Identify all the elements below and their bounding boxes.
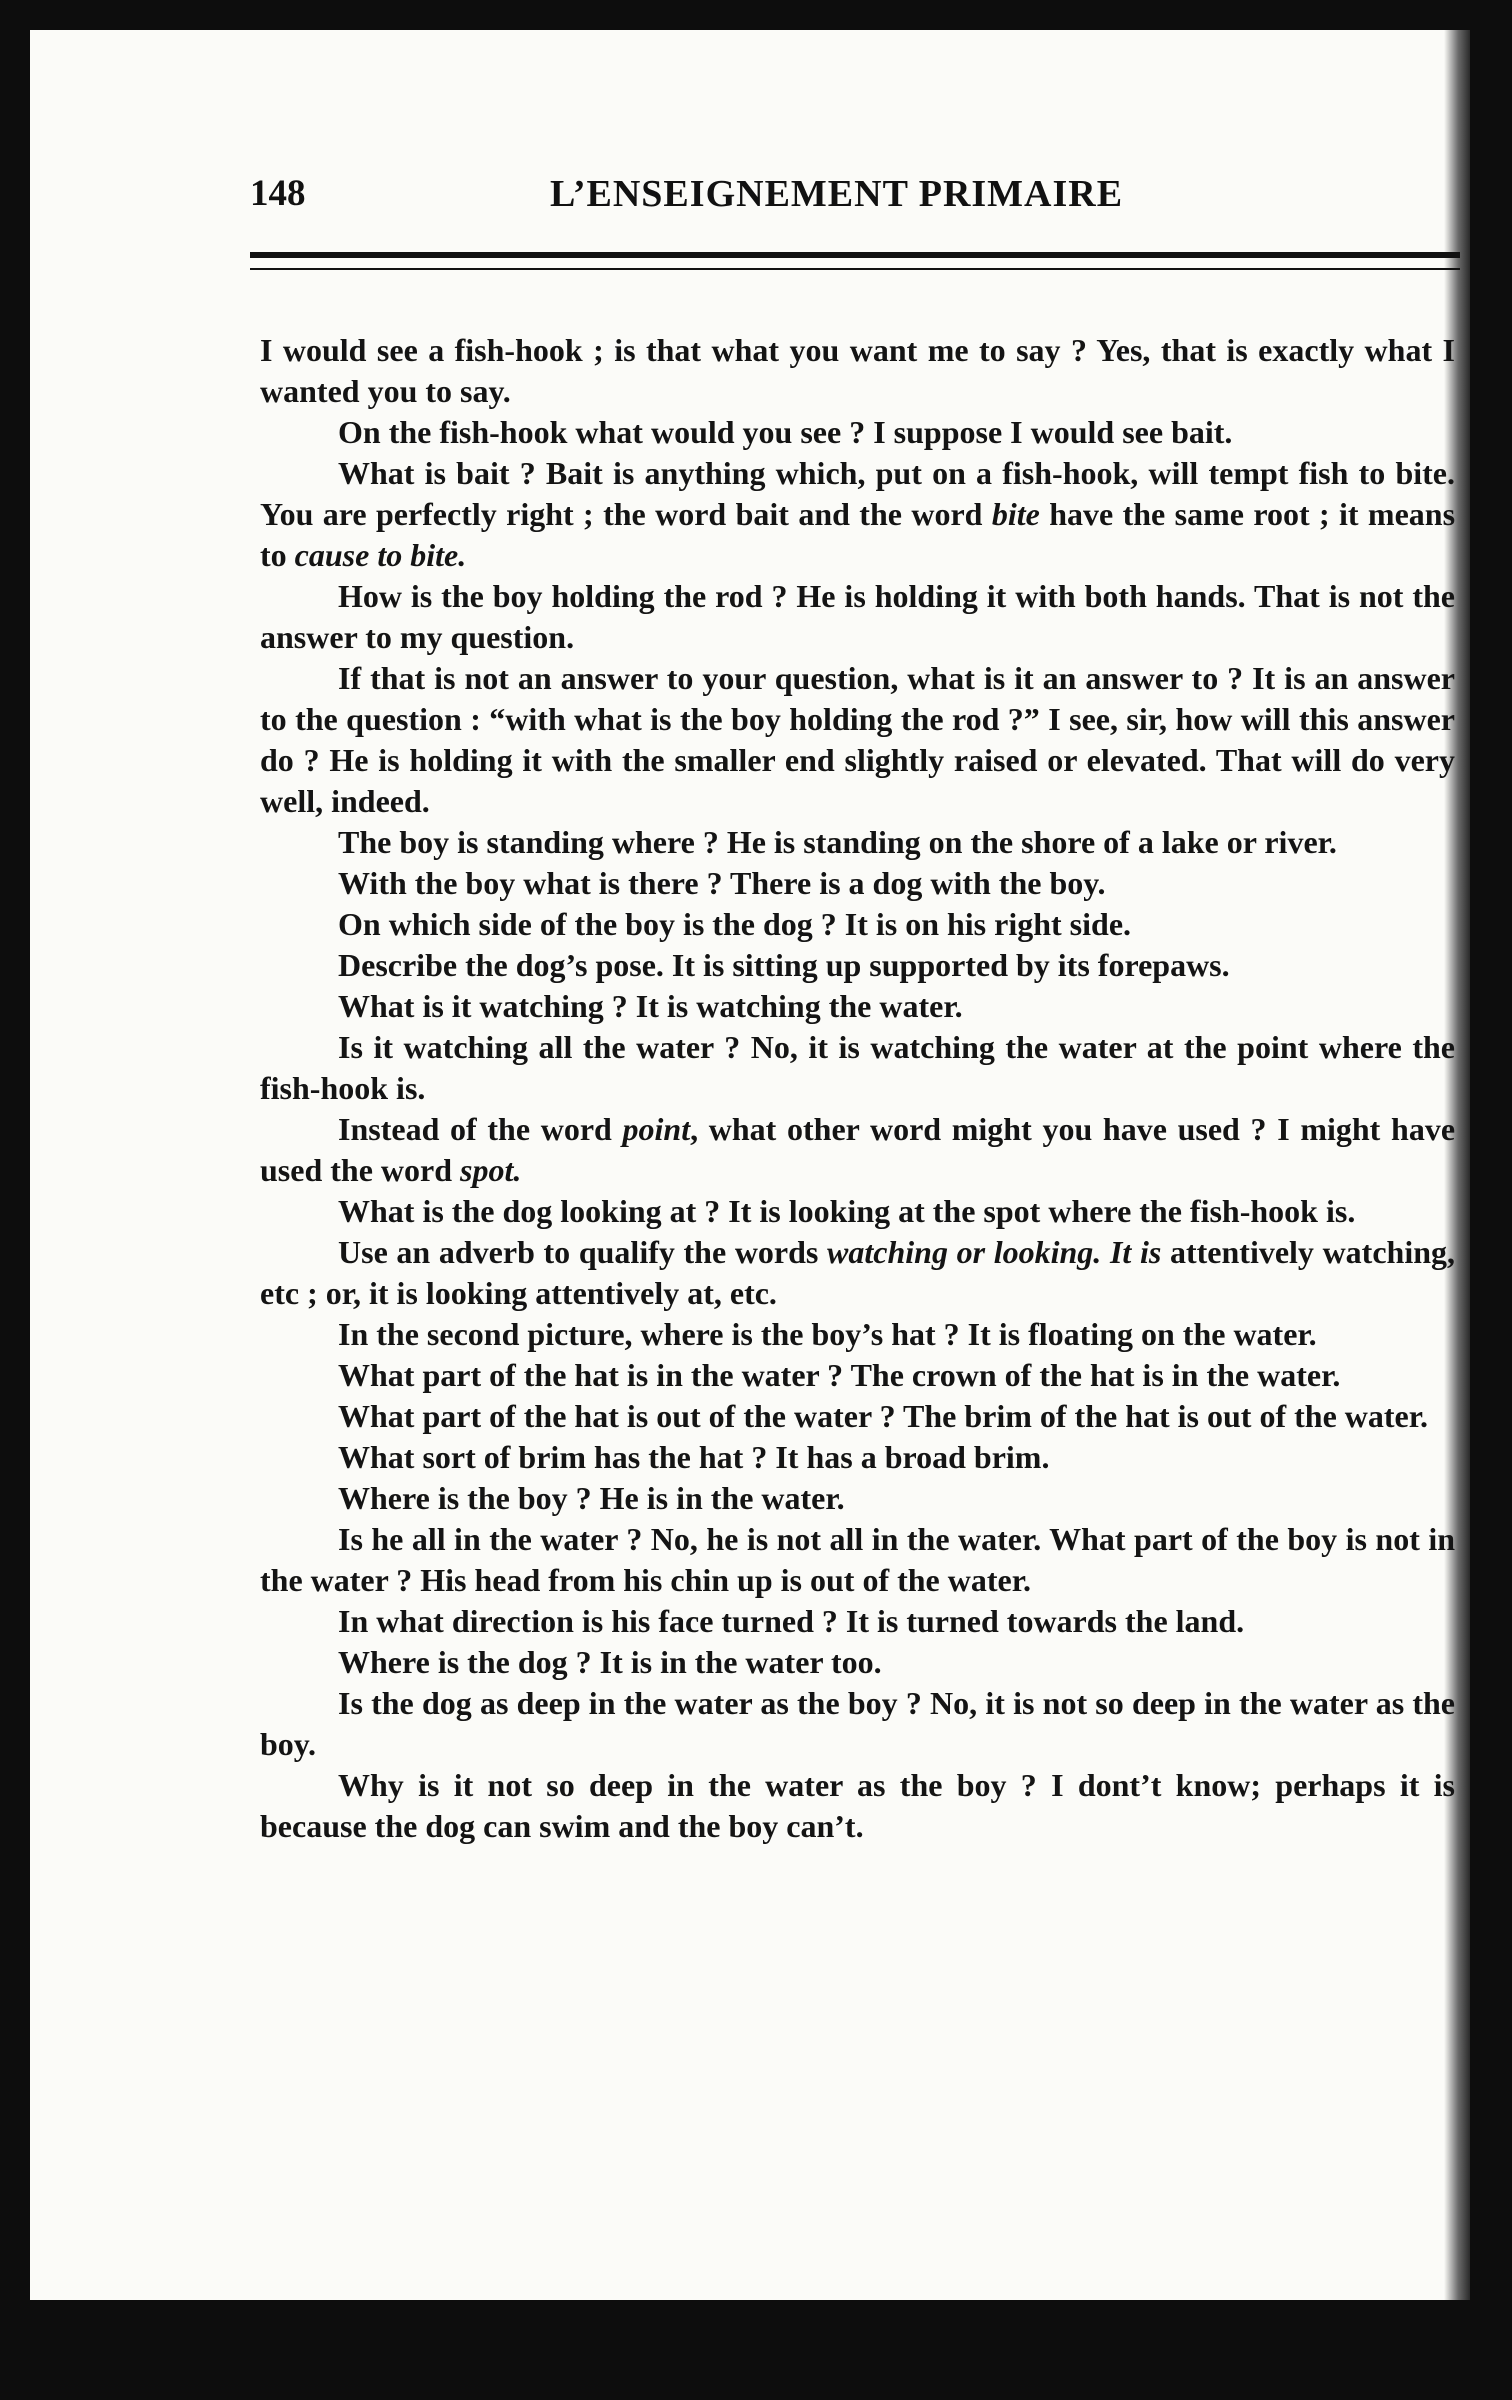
running-title: L’ENSEIGNEMENT PRIMAIRE xyxy=(550,173,1124,215)
paragraph: Is the dog as deep in the water as the boy ? No, it is not so deep in the water as the boy. xyxy=(260,1685,1455,1762)
paragraph: Describe the dog’s pose. It is sitting up supported by its forepaws. xyxy=(338,947,1230,983)
paragraph: With the boy what is there ? There is a dog with the boy. xyxy=(338,865,1106,901)
italic-word: bite xyxy=(991,496,1040,532)
header-rule-thin xyxy=(250,268,1460,270)
paragraph: What is it watching ? It is watching the water. xyxy=(338,988,963,1024)
italic-phrase: watching or looking. xyxy=(827,1234,1102,1270)
paragraph: What sort of brim has the hat ? It has a broad brim. xyxy=(338,1439,1050,1475)
header-rule-thick xyxy=(250,252,1460,258)
paragraph: What part of the hat is in the water ? The crown of the hat is in the water. xyxy=(338,1357,1341,1393)
paragraph: Is it watching all the water ? No, it is watching the water at the point where the fish-hook is. xyxy=(260,1029,1455,1106)
paragraph: If that is not an answer to your question, what is it an answer to ? It is an answer to the question : “with what is the boy holding the rod ?” I see, sir, how will this answer do ? He is holding it with the smaller end slightly raised or elevated. That will do very well, indeed. xyxy=(260,660,1455,819)
paragraph: I would see a fish-hook ; is that what you want me to say ? Yes, that is exactly what I wanted you to say. xyxy=(260,332,1455,409)
italic-phrase: cause to bite. xyxy=(294,537,467,573)
paragraph: On the fish-hook what would you see ? I suppose I would see bait. xyxy=(338,414,1233,450)
italic-phrase: It is xyxy=(1109,1234,1162,1270)
paragraph: On which side of the boy is the dog ? It is on his right side. xyxy=(338,906,1132,942)
paragraph: What is the dog looking at ? It is looking at the spot where the fish-hook is. xyxy=(338,1193,1356,1229)
italic-word: spot. xyxy=(460,1152,522,1188)
paragraph: Why is it not so deep in the water as the boy ? I dont’t know; perhaps it is because the dog can swim and the boy can’t. xyxy=(260,1767,1455,1844)
page-number: 148 xyxy=(250,173,306,214)
paragraph: What part of the hat is out of the water ? The brim of the hat is out of the water. xyxy=(338,1398,1428,1434)
paragraph: In the second picture, where is the boy’s hat ? It is floating on the water. xyxy=(338,1316,1317,1352)
paragraph: Use an adverb to qualify the words watching or looking. It is attentively watching, etc ; or, it is looking attentively at, etc. xyxy=(260,1234,1456,1311)
paragraph: Is he all in the water ? No, he is not all in the water. What part of the boy is not in the water ? His head from his chin up is out of the water. xyxy=(260,1521,1455,1598)
paragraph: The boy is standing where ? He is standing on the shore of a lake or river. xyxy=(338,824,1337,860)
body-text xyxy=(260,330,1455,1847)
paragraph: Instead of the word point, what other word might you have used ? I might have used the word spot. xyxy=(260,1111,1456,1188)
page-header xyxy=(250,172,1460,232)
paragraph: Where is the boy ? He is in the water. xyxy=(338,1480,845,1516)
paragraph: In what direction is his face turned ? It is turned towards the land. xyxy=(338,1603,1245,1639)
book-page xyxy=(30,30,1470,2300)
paragraph: What is bait ? Bait is anything which, put on a fish-hook, will tempt fish to bite. You are perfectly right ; the word bait and the word bite have the same root ; it means to cause to bite. xyxy=(260,455,1456,573)
paragraph: Where is the dog ? It is in the water too. xyxy=(338,1644,882,1680)
paragraph: How is the boy holding the rod ? He is holding it with both hands. That is not the answer to my question. xyxy=(260,578,1455,655)
italic-word: point xyxy=(622,1111,691,1147)
